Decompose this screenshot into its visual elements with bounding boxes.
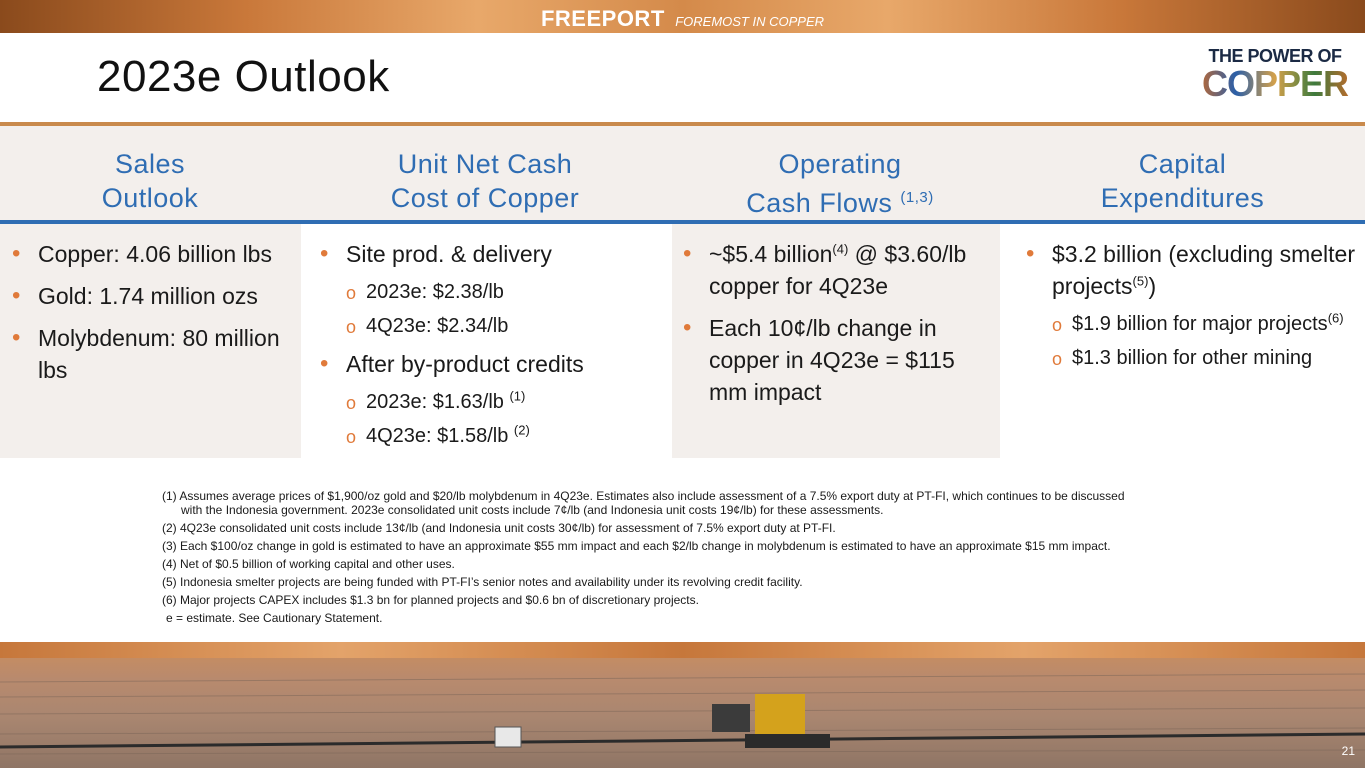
bullet-text: ) (1148, 273, 1157, 299)
bullet-text: @ $3.60/lb copper for 4Q23e (709, 241, 967, 299)
heading-footnote-ref: (1,3) (900, 189, 934, 206)
brand-tagline: FOREMOST IN COPPER (675, 14, 825, 29)
heading-line: Cost of Copper (390, 183, 580, 213)
sub-text: 2023e: $1.63/lb (366, 391, 504, 413)
bullet-by-product: • After by-product credits (320, 348, 660, 380)
footnotes (162, 489, 1222, 629)
logo-line2: COPPER (1196, 66, 1354, 102)
heading-line: Unit Net Cash (397, 149, 573, 179)
bullet-cash-flow (683, 238, 993, 302)
sub-2023e-credits (320, 390, 660, 414)
footnote-4: (4) Net of $0.5 billion of working capital and other uses. (162, 557, 455, 571)
sub-4q23e-credits (320, 424, 660, 448)
bullet-text: $3.2 billion (excluding smelter projects (1052, 241, 1355, 299)
brand-name: FREEPORT (540, 6, 665, 31)
heading-line: Cash Flows (746, 188, 893, 218)
footnote-ref: (2) (513, 422, 530, 438)
mining-site-photo (0, 642, 1365, 768)
sub-other-mining: o $1.3 billion for other mining (1026, 346, 1356, 370)
sub-text: $1.9 billion for major projects (1072, 313, 1328, 335)
footnote-6: (6) Major projects CAPEX includes $1.3 bn for planned projects and $0.6 bn of discretionary projects. (162, 593, 699, 607)
heading-sales-outlook (60, 147, 240, 215)
photo-scene (0, 642, 1365, 768)
page-title: 2023e Outlook (97, 52, 390, 101)
heading-line: Sales (114, 149, 186, 179)
bullet-gold: • Gold: 1.74 million ozs (12, 280, 297, 312)
footnote-ref: (5) (1132, 273, 1149, 289)
footnote-text: with the Indonesia government. 2023e consolidated unit costs include 7¢/lb (and Indonesia unit costs 19¢/lb) for these assessments. (181, 503, 884, 517)
footnote-5: (5) Indonesia smelter projects are being funded with PT-FI’s senior notes and availability under its revolving credit facility. (162, 575, 803, 589)
footnote-estimate: e = estimate. See Cautionary Statement. (166, 611, 383, 625)
sub-2023e: o 2023e: $2.38/lb (320, 280, 660, 304)
heading-line: Operating (778, 149, 902, 179)
bullet-capex (1026, 238, 1356, 302)
sub-major-projects (1026, 312, 1356, 336)
heading-capital-expenditures (1060, 147, 1305, 215)
footnote-ref: (6) (1327, 310, 1344, 326)
bullet-sensitivity: • Each 10¢/lb change in copper in 4Q23e = $115 mm impact (683, 312, 993, 408)
heading-unit-net-cash-cost (345, 147, 625, 215)
brand-header (0, 6, 1365, 32)
footnote-1 (162, 489, 1222, 517)
footnote-ref: (1) (509, 388, 526, 404)
footnote-ref: (4) (832, 241, 849, 257)
column-sales-outlook (12, 238, 297, 396)
page-number: 21 (1341, 744, 1355, 758)
bullet-copper: • Copper: 4.06 billion lbs (12, 238, 297, 270)
logo-line1: THE POWER OF (1208, 46, 1342, 66)
heading-line: Outlook (101, 183, 199, 213)
column-operating-cash-flows (683, 238, 993, 418)
column-unit-net-cash-cost (320, 238, 660, 458)
column-capital-expenditures (1026, 238, 1356, 380)
heading-operating-cash-flows (700, 147, 980, 220)
sub-4q23e: o 4Q23e: $2.34/lb (320, 314, 660, 338)
heading-line: Expenditures (1100, 183, 1265, 213)
footnote-text: (1) Assumes average prices of $1,900/oz gold and $20/lb molybdenum in 4Q23e. Estimates also include assessment of a 7.5% export duty at PT-FI, which continues to be discussed (162, 489, 1125, 503)
footnote-2: (2) 4Q23e consolidated unit costs include 13¢/lb (and Indonesia unit costs 30¢/lb) for assessment of 7.5% export duty at PT-FI. (162, 521, 836, 535)
footnote-3: (3) Each $100/oz change in gold is estimated to have an approximate $55 mm impact and each $2/lb change in molybdenum is estimated to have an approximate $15 mm impact. (162, 539, 1111, 553)
sub-text: 4Q23e: $1.58/lb (366, 425, 509, 447)
power-of-copper-logo (1196, 46, 1354, 106)
bullet-molybdenum: • Molybdenum: 80 million lbs (12, 322, 297, 386)
heading-line: Capital (1138, 149, 1227, 179)
bullet-text: ~$5.4 billion (709, 241, 833, 267)
bullet-site-prod: • Site prod. & delivery (320, 238, 660, 270)
